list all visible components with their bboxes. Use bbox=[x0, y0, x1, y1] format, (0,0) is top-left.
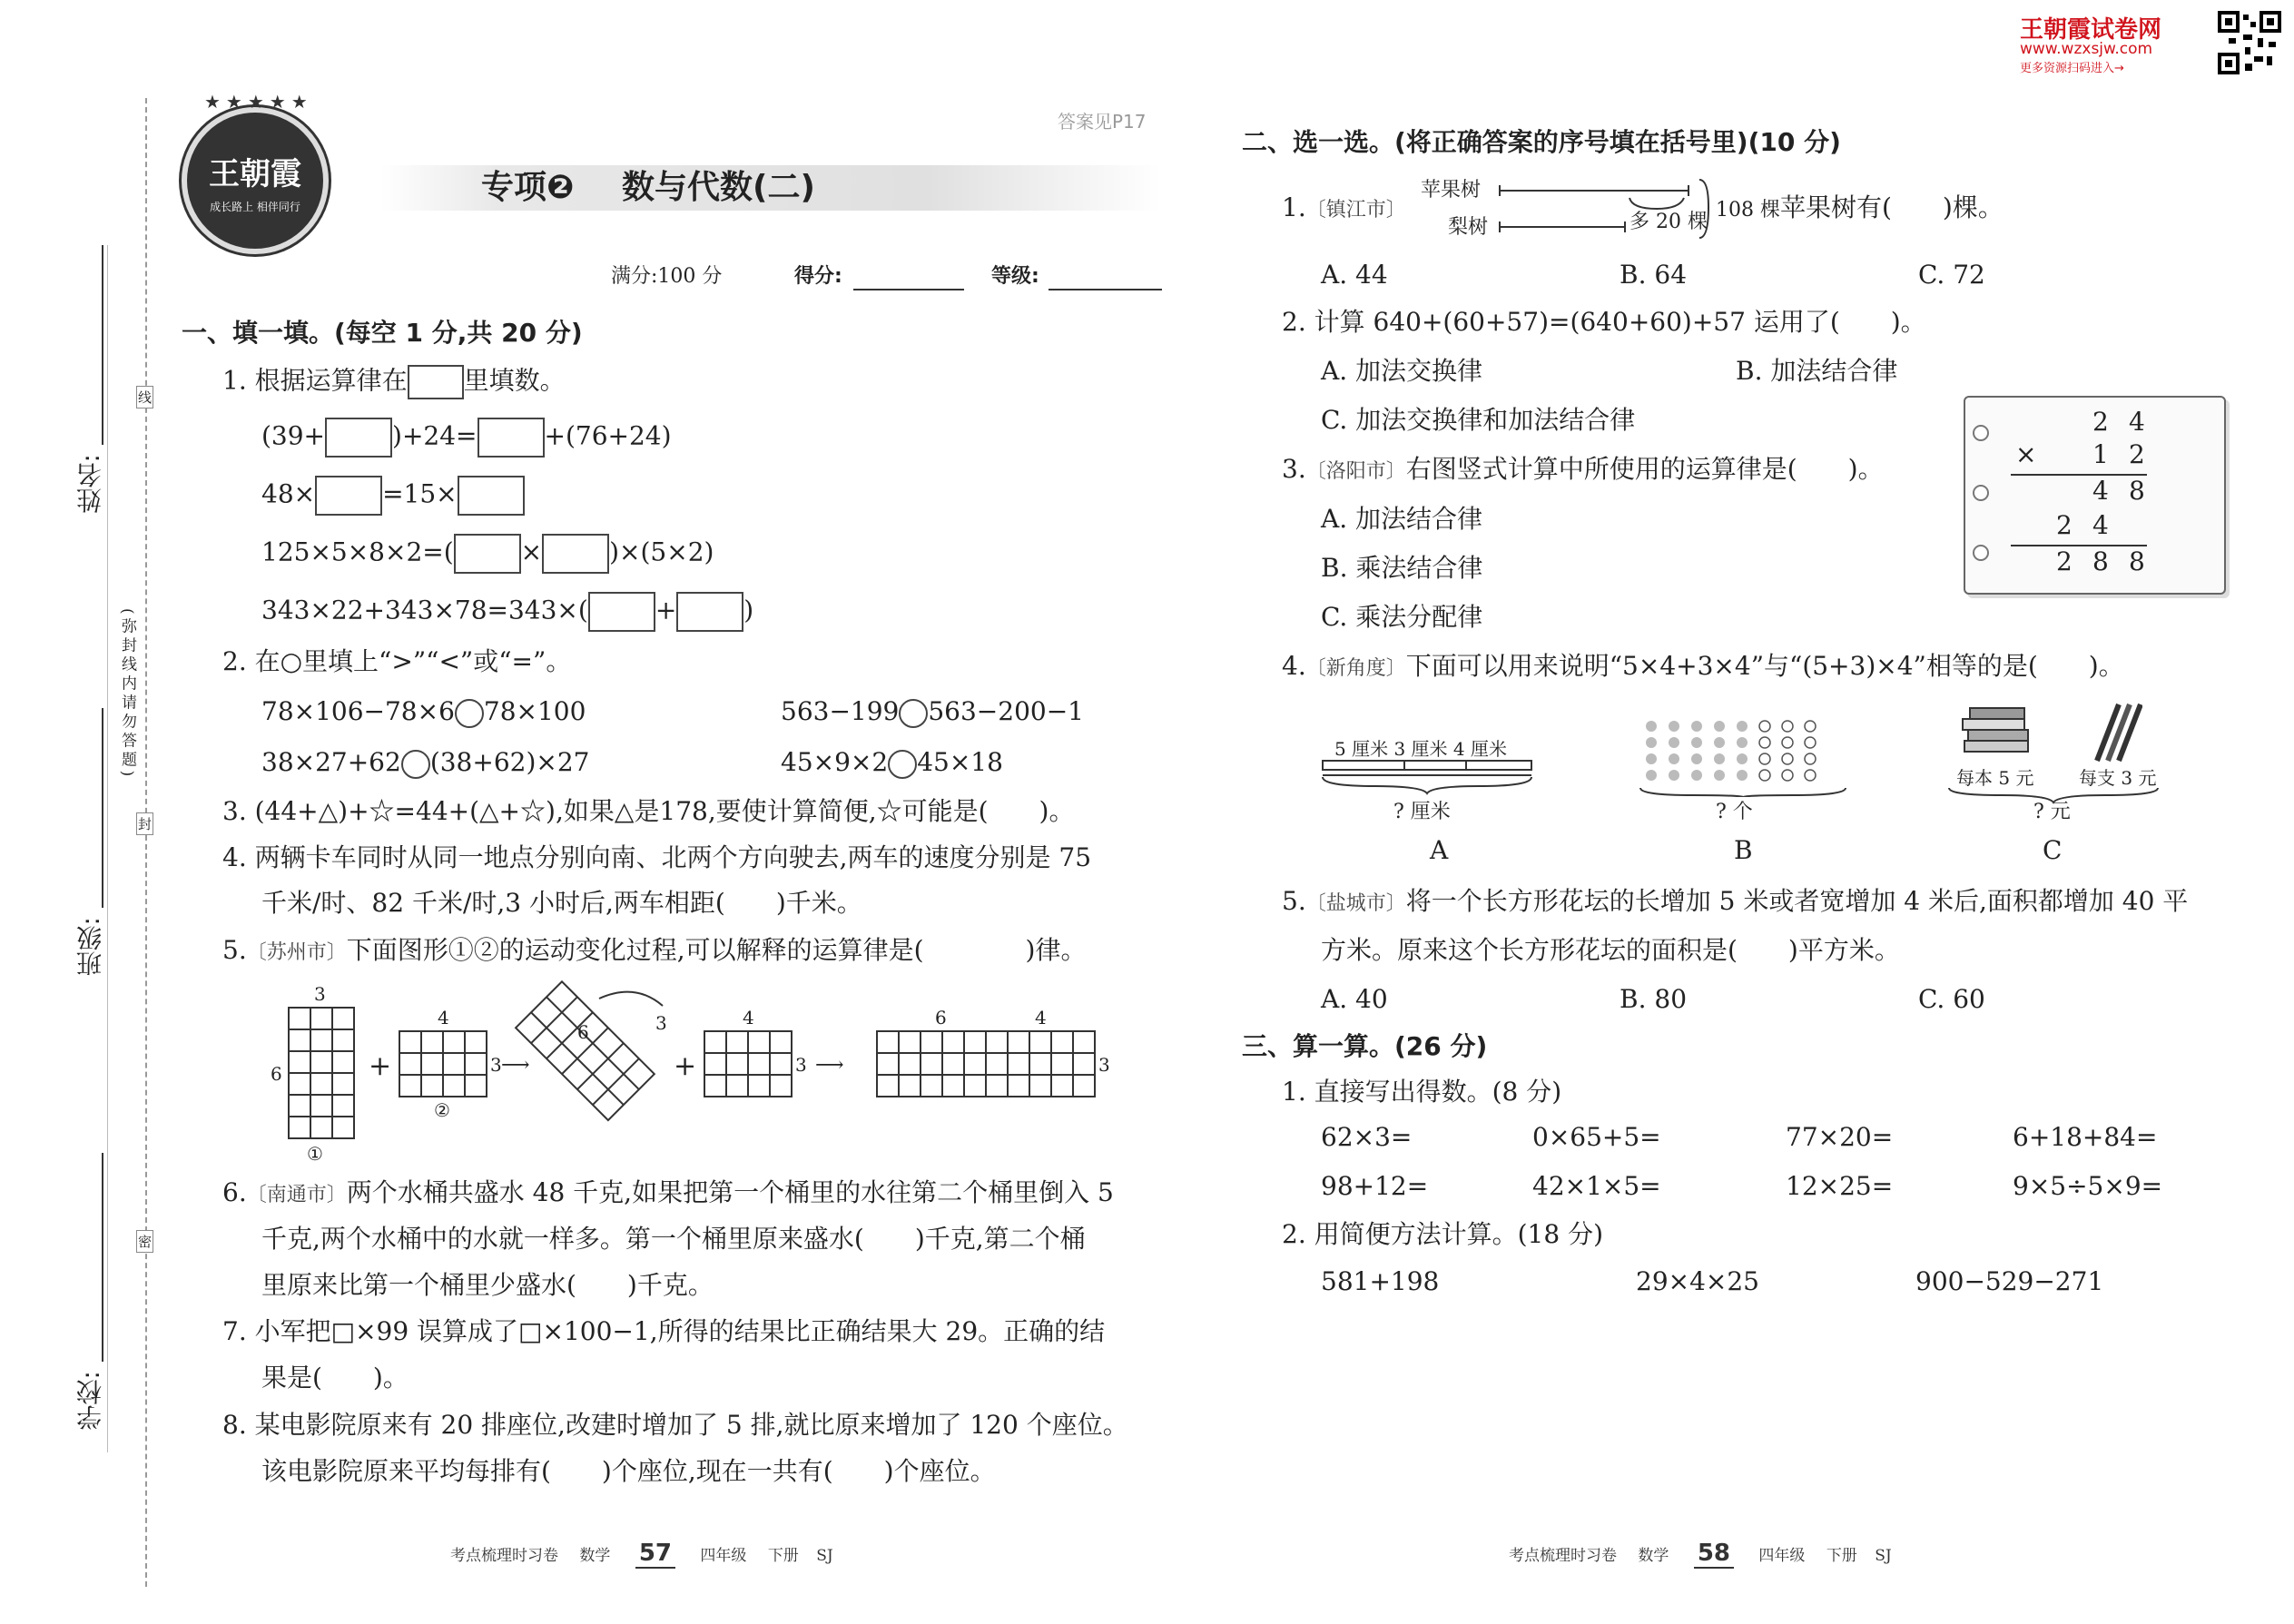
s2-q2-opt-b[interactable]: B. 加法结合律 bbox=[1736, 356, 1898, 386]
answer-ref: 答案见P17 bbox=[1058, 111, 1147, 133]
s2-q1-more: 多 20 棵 bbox=[1629, 211, 1708, 233]
calc-r4-d2: 4 bbox=[2092, 510, 2109, 540]
q4c-book-price: 每本 5 元 bbox=[1956, 767, 2034, 789]
s2-title: 二、选一选。(将正确答案的序号填在括号里)(10 分) bbox=[1242, 127, 1841, 157]
dot bbox=[1691, 770, 1702, 781]
title-num: ❷ bbox=[546, 169, 575, 206]
answer-box[interactable] bbox=[454, 534, 521, 574]
s1-q4-a: 4. 两辆卡车同时从同一地点分别向南、北两个方向驶去,两车的速度分别是 75 bbox=[222, 842, 1092, 872]
s1-q7-a: 7. 小军把□×99 误算成了□×100−1,所得的结果比正确结果大 29。正确的结 bbox=[222, 1316, 1106, 1346]
dot bbox=[1669, 753, 1679, 764]
answer-box[interactable] bbox=[325, 418, 392, 458]
label-3e: 3 bbox=[1098, 1054, 1110, 1076]
footer-ed: SJ bbox=[816, 1547, 833, 1565]
s2-q1-opt-b[interactable]: B. 64 bbox=[1620, 260, 1688, 290]
s2-q5-a bbox=[1282, 886, 2188, 920]
s2-q3-opt-a[interactable]: A. 加法结合律 bbox=[1321, 504, 1483, 534]
dot bbox=[1782, 770, 1793, 781]
dot bbox=[1691, 753, 1702, 764]
text: 右图竖式计算中所使用的运算律是( )。 bbox=[1405, 454, 1884, 484]
q4b-dots bbox=[1639, 715, 1856, 797]
dot bbox=[1714, 721, 1725, 732]
s1-q1-line2 bbox=[261, 476, 525, 516]
s1-q1-stem-b: 里填数。 bbox=[463, 365, 566, 396]
calc-r5-d1: 2 bbox=[2056, 546, 2072, 576]
s1-q2-stem: 2. 在○里填上“>”“<”或“=”。 bbox=[222, 646, 572, 676]
seal-mark-seal: 封 bbox=[136, 812, 153, 835]
s3-q1-r1-3: 77×20= bbox=[1786, 1122, 1894, 1152]
s2-q1-num bbox=[1282, 192, 1406, 226]
s1-q1-stem bbox=[222, 365, 566, 399]
plus-sign: + bbox=[369, 1050, 392, 1082]
calc-rule-2 bbox=[2011, 545, 2147, 546]
text: (38+62)×27 bbox=[429, 747, 590, 777]
page-title bbox=[481, 165, 815, 211]
label-6: 6 bbox=[271, 1063, 282, 1085]
seal-mark-secret: 密 bbox=[136, 1230, 153, 1253]
s1-q6-a bbox=[222, 1177, 1114, 1211]
s2-q5-opt-c[interactable]: C. 60 bbox=[1918, 984, 1985, 1014]
s2-q2-stem: 2. 计算 640+(60+57)=(640+60)+57 运用了( )。 bbox=[1282, 307, 1926, 337]
s3-q1-r2-2: 42×1×5= bbox=[1532, 1171, 1661, 1201]
name-field-line[interactable] bbox=[102, 245, 103, 445]
dot bbox=[1737, 721, 1748, 732]
text: 45×18 bbox=[917, 747, 1003, 777]
dot bbox=[1805, 770, 1816, 781]
grid-2 bbox=[399, 1031, 487, 1097]
dot bbox=[1669, 721, 1679, 732]
footer-vol: 下册 bbox=[1826, 1547, 1857, 1565]
calc-r5-d3: 8 bbox=[2129, 546, 2145, 576]
label-4c: 4 bbox=[1035, 1007, 1047, 1029]
s3-title: 三、算一算。(26 分) bbox=[1242, 1031, 1488, 1061]
arrow-2: ⟶ bbox=[815, 1054, 844, 1077]
dot bbox=[1759, 753, 1770, 764]
dot bbox=[1782, 753, 1793, 764]
text: )+24= bbox=[392, 420, 478, 451]
q4c-pen-price: 每支 3 元 bbox=[2079, 767, 2157, 789]
brand-name: 王朝霞试卷网 bbox=[2020, 16, 2162, 44]
answer-box[interactable] bbox=[458, 476, 525, 516]
s1-q1-line4 bbox=[261, 592, 753, 632]
text: 78×106−78×6 bbox=[261, 696, 455, 726]
plus-sign-2: + bbox=[674, 1050, 697, 1082]
dot bbox=[1759, 770, 1770, 781]
text: 48× bbox=[261, 478, 316, 509]
class-field-line[interactable] bbox=[102, 708, 103, 908]
compare-circle[interactable] bbox=[899, 699, 928, 728]
calc-r3-d2: 8 bbox=[2129, 476, 2145, 506]
s2-q5-opt-b[interactable]: B. 80 bbox=[1620, 984, 1688, 1014]
score-field[interactable] bbox=[853, 289, 964, 290]
q4-option-c[interactable]: C bbox=[2043, 835, 2063, 865]
footer-ed: SJ bbox=[1875, 1547, 1892, 1565]
source-tag: 〔新角度〕 bbox=[1305, 657, 1406, 680]
text: 108 棵 bbox=[1716, 199, 1780, 221]
calc-r2-d2: 2 bbox=[2129, 439, 2145, 469]
s2-q5-opt-a[interactable]: A. 40 bbox=[1321, 984, 1388, 1014]
brand-url[interactable]: www.wzxsjw.com bbox=[2020, 40, 2153, 58]
brand-tip: 更多资源扫码进入→ bbox=[2020, 62, 2124, 75]
label-6b: 6 bbox=[577, 1021, 589, 1043]
text: 两个水桶共盛水 48 千克,如果把第一个桶里的水往第二个桶里倒入 5 bbox=[346, 1177, 1114, 1207]
answer-box[interactable] bbox=[588, 592, 655, 632]
compare-circle[interactable] bbox=[888, 750, 917, 779]
dot bbox=[1646, 737, 1657, 748]
text: 3. bbox=[1282, 454, 1306, 484]
text: 4. bbox=[1282, 651, 1306, 681]
label-3c: 3 bbox=[655, 1012, 667, 1034]
s1-q1-line3 bbox=[261, 534, 714, 574]
text: 563−200−1 bbox=[928, 696, 1084, 726]
s1-q1-stem-a: 1. 根据运算律在 bbox=[222, 365, 408, 396]
text: +(76+24) bbox=[544, 420, 672, 451]
s2-q5-b: 方米。原来这个长方形花坛的面积是( )平方米。 bbox=[1321, 935, 1900, 965]
dot bbox=[1782, 737, 1793, 748]
s3-q1-r2-4: 9×5÷5×9= bbox=[2013, 1171, 2163, 1201]
calc-r5-d2: 8 bbox=[2092, 546, 2109, 576]
text: 下面图形①②的运动变化过程,可以解释的运算律是( )律。 bbox=[346, 935, 1087, 965]
s2-q2-opt-a[interactable]: A. 加法交换律 bbox=[1321, 356, 1483, 386]
full-score: 满分:100 分 bbox=[611, 265, 723, 288]
s2-q3-opt-c[interactable]: C. 乘法分配律 bbox=[1321, 602, 1483, 632]
s1-q6-b: 千克,两个水桶中的水就一样多。第一个桶里原来盛水( )千克,第二个桶 bbox=[261, 1224, 1086, 1254]
answer-box[interactable] bbox=[542, 534, 609, 574]
page-number: 57 bbox=[635, 1540, 675, 1569]
dot bbox=[1691, 737, 1702, 748]
s1-q3: 3. (44+△)+☆=44+(△+☆),如果△是178,要使计算简便,☆可能是( )。 bbox=[222, 796, 1075, 826]
dot bbox=[1737, 770, 1748, 781]
text: 45×9×2 bbox=[781, 747, 889, 777]
pens-icon bbox=[2088, 701, 2142, 764]
dot bbox=[1669, 770, 1679, 781]
grid-4 bbox=[877, 1031, 1095, 1097]
s1-q2-b bbox=[781, 696, 1084, 728]
dot bbox=[1714, 753, 1725, 764]
text: )×(5×2) bbox=[609, 536, 714, 567]
s1-q2-a bbox=[261, 696, 586, 728]
logo-tagline: 成长路上 相伴同行 bbox=[210, 201, 300, 213]
calc-rule-1 bbox=[2011, 474, 2147, 476]
text: 78×100 bbox=[483, 696, 586, 726]
s1-q1-line1 bbox=[261, 418, 672, 458]
answer-box[interactable] bbox=[315, 476, 382, 516]
text: 5. bbox=[1282, 886, 1306, 916]
s2-q3-opt-b[interactable]: B. 乘法结合律 bbox=[1321, 553, 1483, 583]
source-tag: 〔盐城市〕 bbox=[1305, 892, 1406, 915]
calc-r1-d2: 4 bbox=[2129, 407, 2145, 437]
grade-field[interactable] bbox=[1049, 289, 1162, 290]
footer-grade: 四年级 bbox=[1758, 1547, 1806, 1565]
dot bbox=[1714, 770, 1725, 781]
label-6c: 6 bbox=[935, 1007, 947, 1029]
dot bbox=[1691, 721, 1702, 732]
q5-figure bbox=[263, 980, 1117, 1166]
source-tag: 〔苏州市〕 bbox=[246, 941, 347, 964]
s1-q2-d bbox=[781, 747, 1003, 779]
text: ) bbox=[743, 595, 754, 625]
s2-q1-pear: 梨树 bbox=[1448, 216, 1489, 239]
calc-op: × bbox=[2015, 439, 2037, 469]
label-3b: 3 bbox=[490, 1054, 502, 1076]
calc-r1-d1: 2 bbox=[2092, 407, 2109, 437]
s2-q1-opt-a[interactable]: A. 44 bbox=[1321, 260, 1388, 290]
text: 125×5×8×2=( bbox=[261, 536, 454, 567]
label-4: 4 bbox=[438, 1007, 449, 1029]
side-name-label: 姓名: bbox=[75, 454, 105, 514]
text: 苹果树有( )棵。 bbox=[1780, 192, 2004, 222]
grid-rotated bbox=[516, 981, 655, 1120]
s2-q1-opt-c[interactable]: C. 72 bbox=[1918, 260, 1985, 290]
q4c-ask: ? 元 bbox=[2033, 801, 2071, 823]
dot bbox=[1646, 753, 1657, 764]
footer-subject: 数学 bbox=[1638, 1547, 1669, 1565]
s3-q1-r2-3: 12×25= bbox=[1786, 1171, 1894, 1201]
s3-q1-r1-1: 62×3= bbox=[1321, 1122, 1413, 1152]
page-number: 58 bbox=[1694, 1540, 1734, 1569]
source-tag: 〔镇江市〕 bbox=[1305, 199, 1406, 221]
brace bbox=[1640, 788, 1846, 797]
text: =15× bbox=[382, 478, 458, 509]
s2-q1-ask bbox=[1716, 192, 2004, 226]
text: 563−199 bbox=[781, 696, 900, 726]
title-label: 专项 bbox=[481, 169, 547, 206]
label-circle-2: ② bbox=[434, 1099, 450, 1121]
score-label: 得分: bbox=[794, 265, 842, 288]
q4-option-b[interactable]: B bbox=[1734, 835, 1753, 865]
text: 5. bbox=[222, 935, 247, 965]
text: + bbox=[655, 595, 677, 625]
s2-q2-opt-c[interactable]: C. 加法交换律和加法结合律 bbox=[1321, 405, 1636, 435]
side-school-label: 学校: bbox=[75, 1371, 105, 1431]
s1-title: 一、填一填。(每空 1 分,共 20 分) bbox=[182, 318, 583, 348]
text: 下面可以用来说明“5×4+3×4”与“(5+3)×4”相等的是( )。 bbox=[1405, 651, 2124, 681]
dot bbox=[1737, 737, 1748, 748]
footer-grade: 四年级 bbox=[700, 1547, 747, 1565]
dot bbox=[1759, 721, 1770, 732]
dot bbox=[1782, 721, 1793, 732]
books-icon bbox=[1961, 706, 2033, 761]
compare-circle[interactable] bbox=[401, 750, 430, 779]
q4a-segments-label: 5 厘米 3 厘米 4 厘米 bbox=[1334, 738, 1507, 760]
seal-line-dashed bbox=[107, 245, 108, 1452]
s1-q4-b: 千米/时、82 千米/时,3 小时后,两车相距( )千米。 bbox=[261, 888, 862, 918]
label-4b: 4 bbox=[743, 1007, 754, 1029]
footer-subject: 数学 bbox=[579, 1547, 611, 1565]
s3-q2-stem: 2. 用简便方法计算。(18 分) bbox=[1282, 1219, 1603, 1249]
q4a-segment-diagram bbox=[1321, 759, 1539, 795]
rotate-arrow-icon bbox=[599, 992, 663, 1006]
text: 343×22+343×78=343×( bbox=[261, 595, 588, 625]
s1-q8-a: 8. 某电影院原来有 20 排座位,改建时增加了 5 排,就比原来增加了 120 个座位。 bbox=[222, 1410, 1128, 1440]
school-field-line[interactable] bbox=[102, 1153, 103, 1362]
brand-block bbox=[2020, 11, 2283, 74]
s3-q1-r1-4: 6+18+84= bbox=[2013, 1122, 2158, 1152]
source-tag: 〔洛阳市〕 bbox=[1305, 460, 1406, 483]
s3-q1-stem: 1. 直接写出得数。(8 分) bbox=[1282, 1077, 1562, 1107]
grid-3 bbox=[704, 1031, 792, 1097]
answer-box[interactable] bbox=[478, 418, 545, 458]
calc-paper bbox=[1964, 396, 2226, 595]
paper-hole bbox=[1973, 485, 1989, 501]
answer-box[interactable] bbox=[408, 365, 464, 399]
s1-q5 bbox=[222, 935, 1087, 969]
answer-box[interactable] bbox=[676, 592, 743, 632]
dot bbox=[1737, 753, 1748, 764]
text: 1. bbox=[1282, 192, 1306, 222]
seal-note: (弥封线内请勿答题) bbox=[118, 608, 136, 781]
s2-q4-stem bbox=[1282, 651, 2124, 684]
s3-q2-item-3: 900−529−271 bbox=[1915, 1266, 2104, 1296]
logo bbox=[182, 107, 329, 254]
seal-mark-line: 线 bbox=[136, 386, 153, 408]
dot bbox=[1714, 737, 1725, 748]
q4b-ask: ? 个 bbox=[1716, 801, 1753, 823]
paper-hole bbox=[1973, 425, 1989, 441]
s2-q1-apple: 苹果树 bbox=[1421, 179, 1482, 202]
s3-q2-item-1: 581+198 bbox=[1321, 1266, 1440, 1296]
text: 将一个长方形花坛的长增加 5 米或者宽增加 4 米后,面积都增加 40 平 bbox=[1405, 886, 2189, 916]
logo-text: 王朝霞 bbox=[209, 156, 301, 192]
label-3: 3 bbox=[314, 983, 326, 1005]
dot bbox=[1646, 721, 1657, 732]
s3-q1-r1-2: 0×65+5= bbox=[1532, 1122, 1661, 1152]
arrow-1: ⟶ bbox=[501, 1054, 530, 1077]
text: × bbox=[520, 536, 543, 567]
s1-q7-b: 果是( )。 bbox=[261, 1363, 409, 1393]
footer-right bbox=[1509, 1540, 1892, 1567]
seal-line bbox=[145, 98, 147, 1587]
footer-book: 考点梳理时习卷 bbox=[450, 1547, 558, 1565]
side-class-label: 班级: bbox=[75, 917, 105, 977]
star-decoration: ★★★★★ bbox=[204, 91, 313, 113]
q4-option-a[interactable]: A bbox=[1430, 835, 1449, 865]
text: (39+ bbox=[261, 420, 326, 451]
calc-r2-d1: 1 bbox=[2092, 439, 2109, 469]
calc-r3-d1: 4 bbox=[2092, 476, 2109, 506]
text: 38×27+62 bbox=[261, 747, 401, 777]
s1-q6-c: 里原来比第一个桶里少盛水( )千克。 bbox=[261, 1270, 714, 1300]
dot bbox=[1805, 737, 1816, 748]
grade-label: 等级: bbox=[991, 265, 1039, 288]
dot bbox=[1805, 721, 1816, 732]
text: 6. bbox=[222, 1177, 247, 1207]
footer-book: 考点梳理时习卷 bbox=[1509, 1547, 1617, 1565]
paper-hole bbox=[1973, 545, 1989, 561]
dot bbox=[1759, 737, 1770, 748]
qr-code-icon bbox=[2218, 11, 2281, 74]
s3-q2-item-2: 29×4×25 bbox=[1636, 1266, 1759, 1296]
s1-q2-c bbox=[261, 747, 589, 779]
s1-q8-b: 该电影院原来平均每排有( )个座位,现在一共有( )个座位。 bbox=[261, 1456, 996, 1486]
title-name: 数与代数(二) bbox=[622, 169, 815, 206]
calc-r4-d1: 2 bbox=[2056, 510, 2072, 540]
footer-left bbox=[450, 1540, 833, 1567]
source-tag: 〔南通市〕 bbox=[246, 1184, 347, 1206]
dot bbox=[1805, 753, 1816, 764]
compare-circle[interactable] bbox=[455, 699, 484, 728]
s2-q3-stem bbox=[1282, 454, 1884, 487]
footer-vol: 下册 bbox=[767, 1547, 799, 1565]
dot bbox=[1646, 770, 1657, 781]
q4a-ask: ? 厘米 bbox=[1393, 801, 1451, 823]
s3-q1-r2-1: 98+12= bbox=[1321, 1171, 1429, 1201]
dot bbox=[1669, 737, 1679, 748]
grid-1 bbox=[289, 1008, 354, 1138]
label-circle-1: ① bbox=[307, 1143, 323, 1165]
label-3d: 3 bbox=[795, 1054, 807, 1076]
